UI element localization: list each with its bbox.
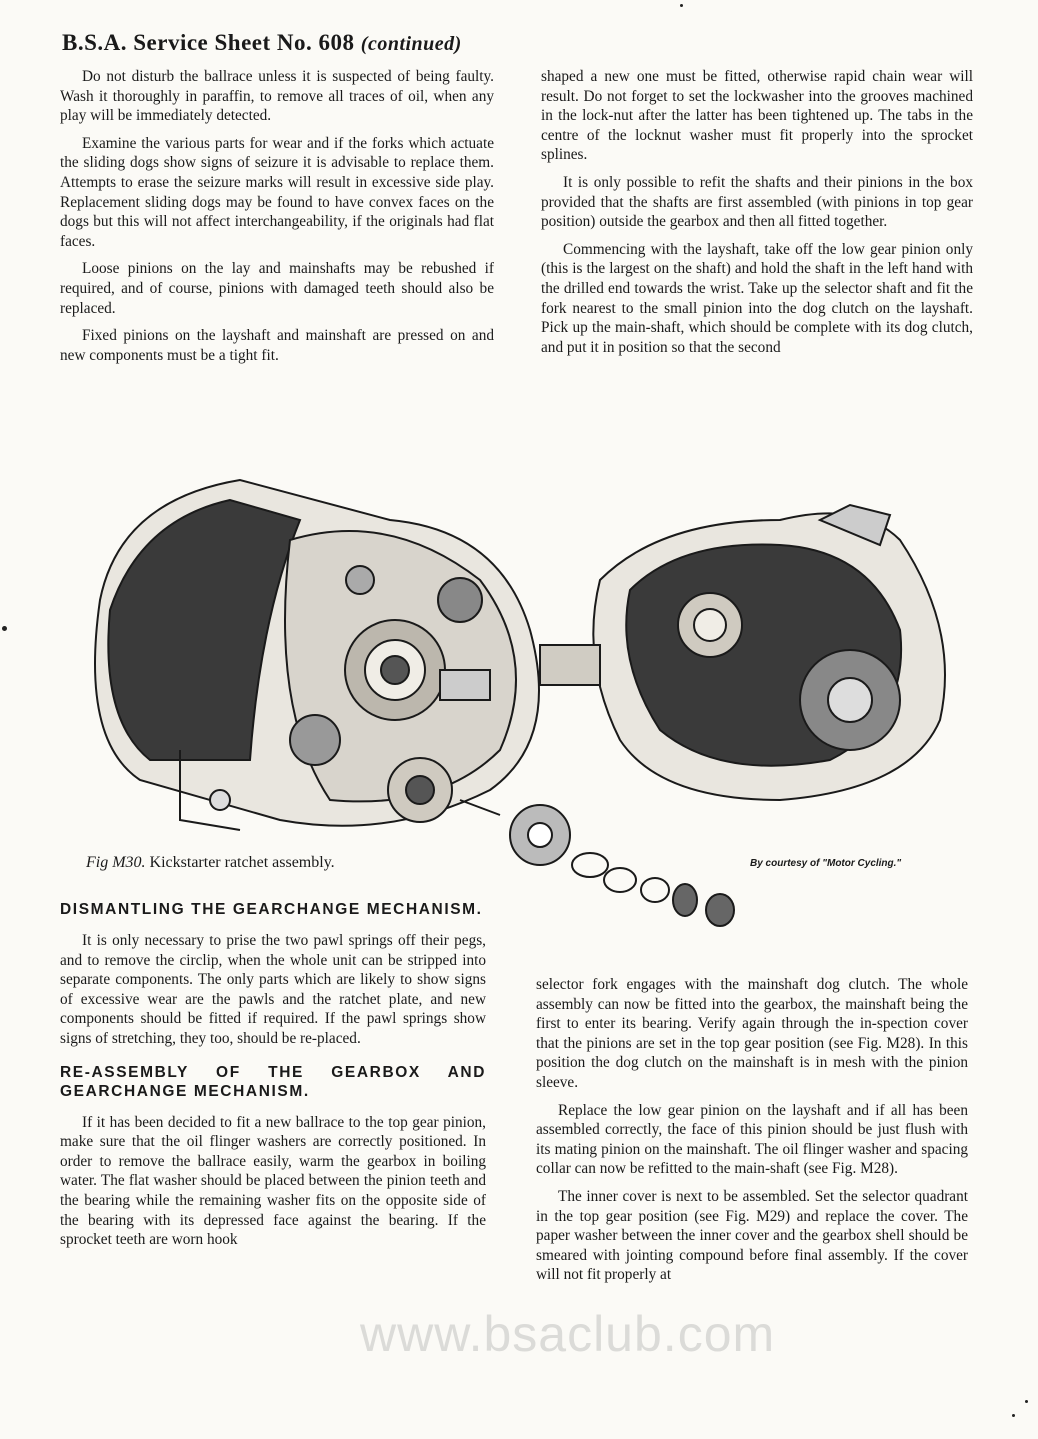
paragraph: It is only necessary to prise the two pawl springs off their pegs, and to remove the circlip, when the whole unit can be stripped into separate components. The only parts which are likely to show signs of excessive wear are the pawls and the ratchet plate, and new components should be fitted if required. If the pawl springs show signs of stretching, they too, should be re-placed.: [60, 932, 486, 1047]
column-3: [60, 900, 486, 1258]
column-2: [541, 67, 973, 365]
figure-caption: [86, 854, 335, 872]
margin-mark: [680, 4, 683, 7]
column-4: [536, 975, 968, 1293]
paragraph: Do not disturb the ballrace unless it is suspected of being faulty. Wash it thoroughly in paraffin, to remove all traces of oil, when any play will be immediately detected.: [60, 68, 494, 125]
paragraph: Loose pinions on the lay and mainshafts may be rebushed if required, and of course, pinions with damaged teeth should also be replaced.: [60, 260, 494, 317]
figure-caption-text: Kickstarter ratchet assembly.: [149, 854, 335, 871]
continued-label: (continued): [360, 33, 462, 55]
paragraph: It is only possible to refit the shafts and their pinions in the box provided that the shafts are first assembled (with pinions in top gear position) outside the gearbox and then all fitted together.: [541, 173, 973, 231]
paragraph: shaped a new one must be fitted, otherwise rapid chain wear will result. Do not forget to set the lockwasher into the grooves machined in the lock-nut after the latter has been tightened up. The tabs in the centre of the locknut washer must fit properly into the sprocket splines.: [541, 68, 973, 164]
column-1: [60, 67, 494, 373]
title-text: B.S.A. Service Sheet No. 608: [62, 30, 355, 55]
image-credit: By courtesy of "Motor Cycling.": [750, 858, 902, 869]
margin-mark: [2, 626, 7, 631]
paragraph: The inner cover is next to be assembled. Set the selector quadrant in the top gear position (see Fig. M29) and replace the cover. The paper washer between the inner cover and the gearbox shell should be smeared with jointing compound before final assembly. If the cover will not fit properly at: [536, 1187, 968, 1284]
paragraph: Commencing with the layshaft, take off the low gear pinion only (this is the largest on the shaft) and hold the shaft in the left hand with the drilled end towards the wrist. Take up the selector shaft and fit the fork nearest to the small pinion into the dog clutch on the layshaft. Pick up the main-shaft, which should be complete with its dog clutch, and put it in position so that the second: [541, 240, 973, 356]
margin-mark: [1025, 1400, 1028, 1403]
watermark: www.bsaclub.com: [360, 1306, 776, 1362]
paragraph: Replace the low gear pinion on the layshaft and if all has been assembled correctly, the face of this pinion should be just flush with its mating pinion on the mainshaft. The oil flinger washer and spacing collar can now be refitted to the main-shaft (see Fig. M28).: [536, 1101, 968, 1178]
margin-mark: [1012, 1414, 1015, 1417]
paragraph: selector fork engages with the mainshaft dog clutch. The whole assembly can now be fitted into the gearbox, the mainshaft being the first to enter its bearing. Verify again through the in-spection cover that the pinions are set in the top gear position (see Fig. M28). In this position the dog clutch on the mainshaft is in mesh with the pinion sleeve.: [536, 976, 968, 1091]
section-heading: DISMANTLING THE GEARCHANGE MECHANISM.: [60, 901, 483, 918]
paragraph: Fixed pinions on the layshaft and mainshaft are pressed on and new components must be a tight fit.: [60, 327, 494, 364]
section-heading: RE-ASSEMBLY OF THE GEARBOX AND GEARCHANGE MECHANISM.: [60, 1063, 486, 1100]
page-title: [62, 30, 462, 56]
figure-number: Fig M30.: [86, 854, 146, 871]
paragraph: If it has been decided to fit a new ballrace to the top gear pinion, make sure that the oil flinger washers are correctly positioned. In order to remove the ballrace easily, warm the gearbox in boiling water. The flat washer should be placed between the pinion teeth and the bearing while the remaining washer fits on the opposite side of the bearing with its depressed face against the bearing. If the sprocket teeth are worn hook: [60, 1113, 486, 1249]
paragraph: Examine the various parts for wear and if the forks which actuate the sliding dogs show signs of seizure it is advisable to replace them. Attempts to erase the seizure marks will result in excessive side play. Replacement sliding dogs may be found to have convex faces on the dogs but this will not affect interchangeability, if the originals had flat faces.: [60, 134, 494, 250]
